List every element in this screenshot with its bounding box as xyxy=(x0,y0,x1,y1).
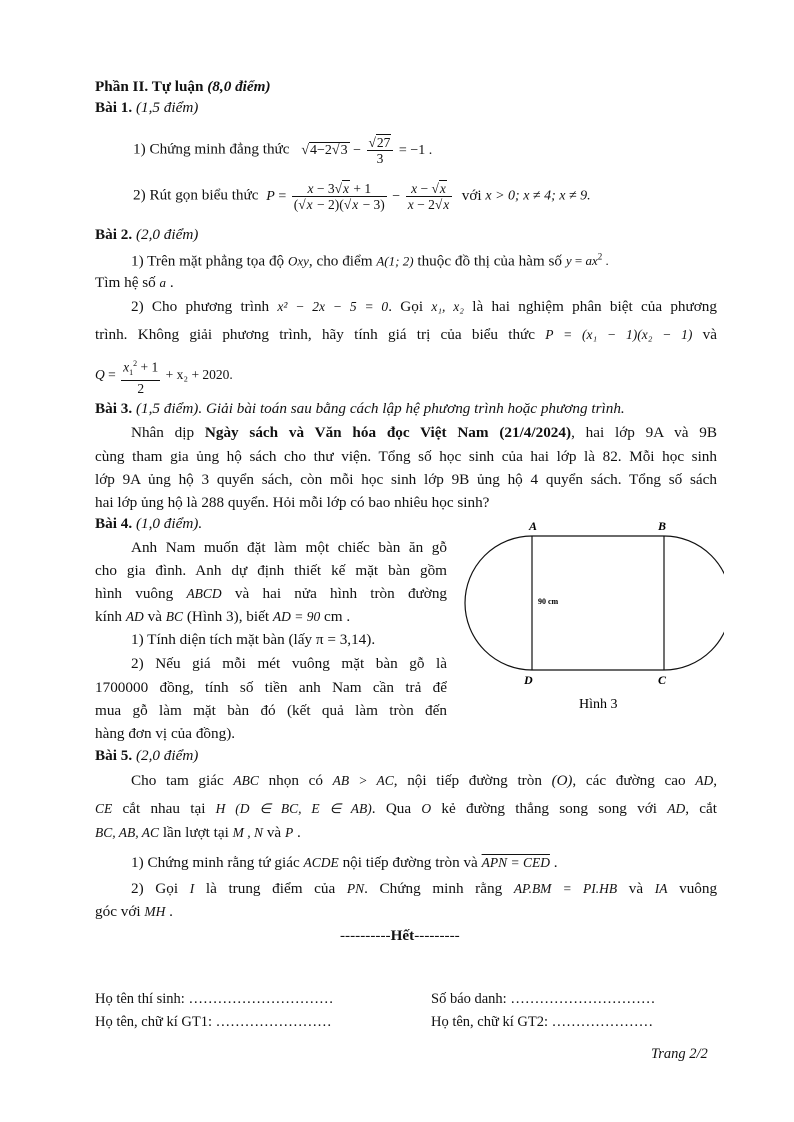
b5-l2 xyxy=(95,799,717,819)
b5-l2b: cắt nhau tại xyxy=(122,800,206,817)
b4-l4c: (Hình 3), biết xyxy=(186,608,270,625)
b5-l2d: kẻ đường thẳng song song với xyxy=(441,800,657,817)
b4-l4m3: AD = 90 xyxy=(272,609,321,624)
b5-l3b: và xyxy=(266,824,282,841)
b2-q2-P: P = (x₁ − 1)(x₂ − 1) xyxy=(545,327,693,342)
b4-l4d: cm . xyxy=(324,608,351,625)
b5-q2m5: MH xyxy=(144,904,166,919)
b5-q2b: là trung điểm của xyxy=(205,880,336,897)
b2-q1-text-b: , cho điểm xyxy=(308,252,373,270)
b1-q2-cond: x > 0; x ≠ 4; x ≠ 9. xyxy=(485,188,591,204)
b1-q2 xyxy=(133,181,591,212)
b5-l3m: BC, AB, AC xyxy=(95,825,160,840)
b5-l2m2: O xyxy=(421,801,432,816)
b2-q2-line2 xyxy=(95,325,717,345)
b5-l1c: , nội tiếp đường tròn xyxy=(393,772,542,789)
b5-l1m4: AD xyxy=(695,773,714,788)
b4-l9: hàng đơn vị của đồng). xyxy=(95,725,236,742)
b5-q2d: và xyxy=(628,880,644,897)
b5-points: (2,0 điểm) xyxy=(135,747,199,764)
dimension-label: 90 cm xyxy=(538,597,559,606)
footer-invigilator-2: Họ tên, chữ kí GT2: ………………… xyxy=(431,1014,654,1030)
b5-q2 xyxy=(131,879,717,899)
b5-l2m: H (D ∈ BC, E ∈ AB) xyxy=(215,801,372,816)
b3-head: (1,5 điểm). Giải bài toán sau bằng cách lập hệ phương trình hoặc phương trình. xyxy=(135,400,625,417)
b5-q2m3: AP.BM = PI.HB xyxy=(513,881,618,896)
b1-points: (1,5 điểm) xyxy=(135,99,199,116)
table-figure xyxy=(462,518,724,714)
table-outline xyxy=(465,536,724,670)
footer-candidate-name: Họ tên thí sinh: ………………………… xyxy=(95,991,334,1007)
b2-q1-line2: Tìm hệ số a . xyxy=(95,274,174,291)
b2-q2-text-c: là hai nghiệm phân biệt của phương xyxy=(472,298,717,315)
b2-q2-and: và xyxy=(702,326,717,343)
b2-q2-roots: x₁, x₂ xyxy=(431,299,464,314)
b5-q2a: 2) Gọi xyxy=(131,880,179,897)
b2-q1-text-d: Tìm hệ số xyxy=(95,274,156,291)
b5-l1m1: ABC xyxy=(233,773,259,788)
b4-title: Bài 4. xyxy=(95,515,133,532)
b2-q2-Q-tail: + x₂ + 2020. xyxy=(165,367,233,383)
label-c: C xyxy=(658,673,667,687)
b2-q1-oxy: Oxy xyxy=(287,253,309,269)
b4-points: (1,0 điểm). xyxy=(135,515,203,532)
end-marker xyxy=(340,926,460,946)
b5-q1m: ACDE xyxy=(303,855,339,870)
b5-l1: Cho tam giác ABC nhọn có AB > AC, nội tiếp đường tròn (O), các đường cao AD, xyxy=(131,772,718,789)
b5-title: Bài 5. xyxy=(95,747,133,764)
b4-l4 xyxy=(95,607,350,627)
b2-q1-point: A(1; 2) xyxy=(376,253,414,269)
table-shape-diagram xyxy=(462,518,724,714)
b5-l3a: lần lượt tại xyxy=(162,824,229,841)
b5-q2c: . Chứng minh rằng xyxy=(364,880,503,897)
b4-heading xyxy=(95,514,202,534)
b4-l4m1: AD xyxy=(125,609,144,624)
b2-q2-eq: x² − 2x − 5 = 0 xyxy=(277,299,389,314)
end-dash-left: ---------- xyxy=(340,927,391,944)
b5-heading xyxy=(95,746,198,766)
b4-l5: 1) Tính diện tích mặt bàn (lấy π = 3,14). xyxy=(131,631,376,648)
end-word: Hết xyxy=(390,927,415,944)
b4-l3 xyxy=(95,584,447,604)
b5-q2-end: góc với MH . xyxy=(95,903,173,920)
b3-p4: hai lớp ủng hộ là 288 quyển. Hỏi mỗi lớp có bao nhiêu học sinh? xyxy=(95,494,490,511)
b1-q2-cond-word: với xyxy=(461,186,482,204)
b5-l2e: , cắt xyxy=(685,800,717,817)
b5-l3m2: M , N xyxy=(232,825,264,840)
b5-l2a: CE xyxy=(95,801,113,816)
b5-l2m3: AD xyxy=(667,801,686,816)
b5-l3: BC, AB, AC lần lượt tại M , N và P . xyxy=(95,824,301,841)
b5-q2e: vuông xyxy=(679,880,718,897)
b1-q1 xyxy=(133,135,432,166)
b4-l3b: và hai nửa hình tròn đường xyxy=(234,585,448,602)
b2-q2-line1 xyxy=(131,297,717,317)
b4-l8: mua gỗ làm mặt bàn đó (kết quả làm tròn đến xyxy=(95,702,447,719)
b5-q1: 1) Chứng minh rằng tứ giác ACDE nội tiếp đường tròn và APN = CED . xyxy=(131,854,558,871)
b4-l1: Anh Nam muốn đặt làm một chiếc bàn ăn gỗ xyxy=(131,539,447,556)
b5-q2m2: PN xyxy=(346,881,365,896)
b1-q1-formula: √4−2√3 − $\frac{√27}{3}$ = −1 . xyxy=(301,135,433,166)
b4-l3a: hình vuông xyxy=(95,585,174,602)
b4-l4m2: BC xyxy=(165,609,184,624)
b5-l1d: , các đường cao xyxy=(572,772,686,789)
part-heading xyxy=(95,77,271,97)
b1-q2-text: 2) Rút gọn biểu thức xyxy=(133,186,259,204)
b5-q1b: nội tiếp đường tròn và xyxy=(342,854,478,871)
b2-q1-a: a xyxy=(159,275,167,290)
b2-q1-text-a: 1) Trên mặt phẳng tọa độ xyxy=(131,252,285,270)
b5-l3m3: P xyxy=(284,825,294,840)
b4-l7: 1700000 đồng, tính số tiền anh Nam cần trả để xyxy=(95,679,447,696)
b1-heading xyxy=(95,98,198,118)
label-d: D xyxy=(524,673,533,687)
b5-l1b: nhọn có xyxy=(268,772,323,789)
b2-q2-Q: Q = $\frac{x_1^2 + 1}{2}$ + x₂ + 2020. xyxy=(95,356,233,396)
b4-l3m: ABCD xyxy=(186,586,222,601)
footer-invigilator-1: Họ tên, chữ kí GT1: …………………… xyxy=(95,1014,332,1030)
b5-l1a: Cho tam giác xyxy=(131,772,224,789)
b4-l4b: và xyxy=(147,608,162,625)
b3-p2: cùng tham gia ủng hộ sách cho thư viện. Tổng số học sinh của hai lớp là 82. Mỗi học sinh xyxy=(95,448,717,465)
b1-q1-text: 1) Chứng minh đẳng thức xyxy=(133,140,290,158)
b5-l1m3: (O) xyxy=(551,773,573,789)
b3-title: Bài 3. xyxy=(95,400,133,417)
b2-q2-text-b: . Gọi xyxy=(388,298,424,315)
b5-l1m2: AB > AC xyxy=(332,773,394,788)
b4-l4a: kính xyxy=(95,608,123,625)
b5-q1a: 1) Chứng minh rằng tứ giác xyxy=(131,854,300,871)
b3-p1-bold: Ngày sách và Văn hóa đọc Việt Nam (21/4/2024) xyxy=(204,424,572,441)
b1-q2-formula: P = $\frac{x - 3√x + 1}{(√x - 2)(√x - 3)}$ − $\frac{x - √x}{x - 2√x}$ xyxy=(266,189,457,204)
b5-q2m4: IA xyxy=(654,881,668,896)
b1-title: Bài 1. xyxy=(95,99,133,116)
b2-q2-text-d: trình. Không giải phương trình, hãy tính giá trị của biểu thức xyxy=(95,326,536,343)
footer-candidate-number: Số báo danh: ………………………… xyxy=(431,991,656,1007)
part-title: Phần II. Tự luận xyxy=(95,78,204,95)
b2-q1-func: $y = ax^2$ . xyxy=(565,252,609,269)
label-a: A xyxy=(529,519,538,533)
b4-l2: cho gia đình. Anh dự định thiết kế mặt bàn gồm xyxy=(95,562,447,579)
b5-l2c: . Qua xyxy=(371,800,412,817)
b4-l6: 2) Nếu giá mỗi mét vuông mặt bàn gỗ là xyxy=(131,655,447,672)
b3-p1-b: , hai lớp 9A và 9B xyxy=(571,424,717,441)
b5-q2m: I xyxy=(189,881,195,896)
b2-q1-text-c: thuộc đồ thị của hàm số xyxy=(417,252,563,270)
b5-q2f: góc với xyxy=(95,903,141,920)
b2-q1-line1 xyxy=(131,247,609,271)
b3-p3: lớp 9A ủng hộ 3 quyển sách, còn mỗi học sinh lớp 9B ủng hộ 4 quyển sách. Tổng số sách xyxy=(95,471,717,488)
b3-p1 xyxy=(131,423,717,443)
b2-points: (2,0 điểm) xyxy=(135,226,199,243)
label-b: B xyxy=(658,519,667,533)
page-number: Trang 2/2 xyxy=(651,1046,708,1062)
b2-q2-text-a: 2) Cho phương trình xyxy=(131,298,270,315)
end-dash-right: --------- xyxy=(414,927,460,944)
b2-heading xyxy=(95,225,198,245)
b5-q1-angles: APN = CED xyxy=(481,855,550,870)
figure-caption: Hình 3 xyxy=(579,697,618,712)
b2-title: Bài 2. xyxy=(95,226,133,243)
b3-heading xyxy=(95,399,625,419)
b3-p1-a: Nhân dịp xyxy=(131,424,195,441)
part-points: (8,0 điểm) xyxy=(207,78,271,95)
